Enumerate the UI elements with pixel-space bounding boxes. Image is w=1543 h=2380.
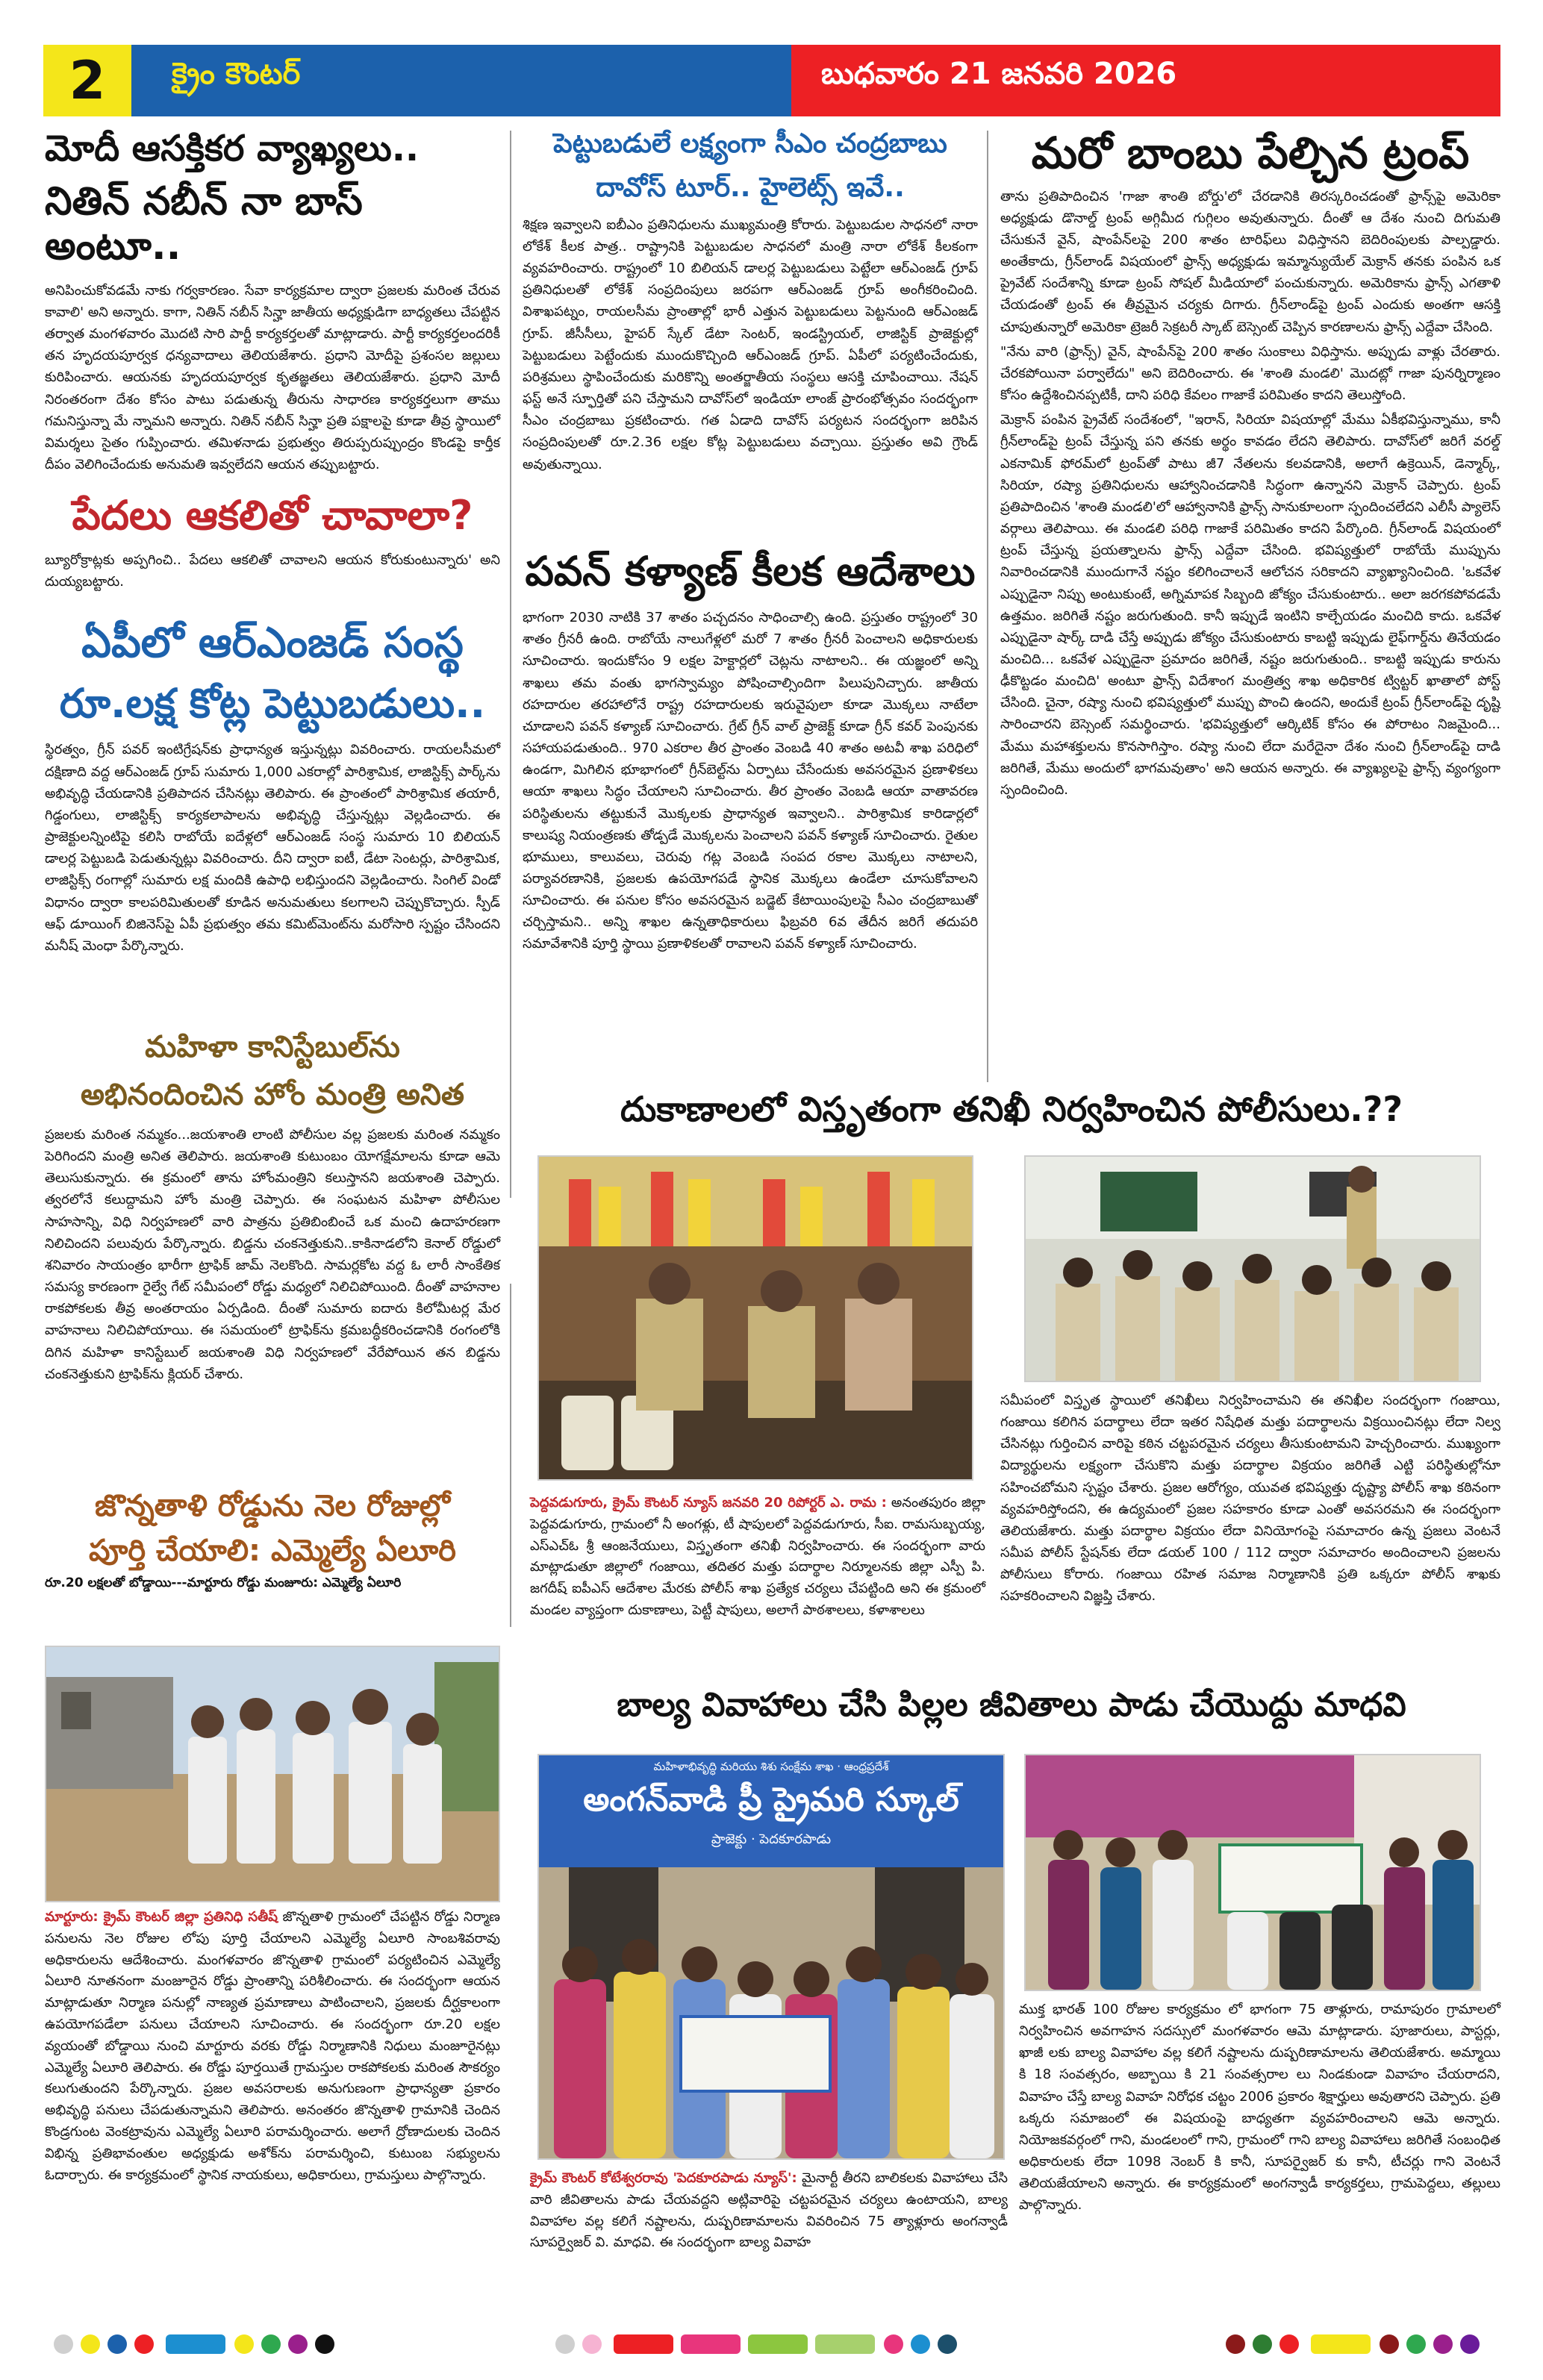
anganwadi-sign-project: ప్రాజెక్టు · పెదకూరపాడు <box>711 1831 832 1847</box>
constable-headline-2: అభినందించిన హోం మంత్రి అనిత <box>80 1078 465 1112</box>
issue-date: బుధవారం 21 జనవరి 2026 <box>821 57 1177 91</box>
footer-dot <box>107 2334 127 2354</box>
footer-dot <box>261 2334 281 2354</box>
police-shop-photo <box>537 1155 973 1481</box>
footer-dot <box>582 2334 602 2354</box>
constable-headline-1: మహిళా కానిస్టేబుల్‌ను <box>145 1030 400 1064</box>
footer-dot <box>911 2334 930 2354</box>
child-caption <box>530 2168 1008 2254</box>
footer-bar <box>1311 2334 1371 2354</box>
footer-dot <box>1279 2334 1299 2354</box>
police-shop-art <box>539 1157 972 1479</box>
police-body: సమీపంలో విస్తృత స్థాయిలో తనిఖీలు నిర్వహించామని ఈ తనిఖీల సందర్భంగా గంజాయి, గంజాయి కలిగిన పదార్థాలు లేదా ఇతర నిషేధిత మత్తు పదార్థాలను విక్రయించినట్లు లేదా నిల్వ చేసినట్లు గుర్తించిన వారిపై కఠిన చట్టపరమైన చర్యలు తీసుకుంటామని హెచ్చరించారు. ముఖ్యంగా విద్యార్థులను లక్ష్యంగా చేసుకొని మత్తు పదార్థాల విక్రయం జరిగితే ఎట్టి పరిస్థితుల్లోనూ సహించబోమని స్పష్టం చేశారు. ప్రజల ఆరోగ్యం, యువత భవిష్యత్తు దృష్ట్యా పోలీస్ శాఖ కఠినంగా వ్యవహరిస్తోందని, ఈ ఉద్యమంలో ప్రజల సహకారం కూడా ఎంతో అవసరమని ఈ సందర్భంగా తెలియజేశారు. మత్తు పదార్థాల విక్రయం లేదా వినియోగంపై సమాచారం ఉన్న ప్రజలు వెంటనే సమీప పోలీస్ స్టేషన్‌కు లేదా డయల్ 100 / 112 ద్వారా సమాచారం అందించాలని ప్రజలను పోలీసులు కోరారు. గంజాయి రహిత సమాజ నిర్మాణానికి ప్రతి ఒక్కరూ పోలీస్ శాఖకు సహకరించాలని విజ్ఞప్తి చేశారు. <box>1000 1393 1500 1605</box>
rnz-headline-1: ఏపీలో ఆర్ఎంజడ్ సంస్థ <box>81 619 464 667</box>
road-caption-lead: మార్టూరు: క్రైమ్ కౌంటర్ జిల్లా ప్రతినిధి సతీష్ <box>45 1909 278 1925</box>
road-article <box>45 1489 500 1593</box>
modi-article <box>45 128 500 475</box>
road-headline-2: పూర్తి చేయాలి: ఎమ్మెల్యే ఏలూరి <box>89 1534 456 1568</box>
column-rule-3 <box>510 1284 511 1627</box>
footer-dot <box>1226 2334 1245 2354</box>
page-number: 2 <box>43 45 131 116</box>
trump-headline: మరో బాంబు పేల్చిన ట్రంప్ <box>1031 128 1470 178</box>
pawan-body: భాగంగా 2030 నాటికి 37 శాతం పచ్చదనం సాధించాల్సి ఉంది. ప్రస్తుతం రాష్ట్రంలో 30 శాతం గ్రీనరీ ఉంది. రాబోయే నాలుగేళ్లలో మరో 7 శాతం గ్రీనరీ పెంచాలని అధికారులకు సూచించారు. ఇందుకోసం 9 లక్షల హెక్టార్లలో చెట్లను నాటాలని.. ఈ యజ్ఞంలో అన్ని శాఖలు తమ వంతు భాగస్వామ్యం పోషించాల్సిందిగా పిలుపునిచ్చారు. జాతీయ రహదారుల తరహాలోనే రాష్ట్ర రహదారులకు ఇరువైపులా కూడా మొక్కలు నాటేలా చూడాలని పవన్ కళ్యాణ్ సూచించారు. గ్రేట్ గ్రీన్ వాల్ ప్రాజెక్ట్ కూడా గ్రీన్ కవర్ పెంపునకు సహాయపడుతుంది.. 970 ఎకరాల తీర ప్రాంతం వెంబడి 40 శాతం అటవీ శాఖ పరిధిలో ఉండగా, మిగిలిన భూభాగంలో గ్రీన్‌బెల్ట్‌ను ఏర్పాటు చేసేందుకు అవసరమైన ప్రణాళికలు ఆయా శాఖలు సిద్ధం చేయాలని సూచించారు. తీర ప్రాంతం వెంబడి ఆయా వాతావరణ పరిస్థితులను తట్టుకునే మొక్కలకు ప్రాధాన్యత ఇవ్వాలని.. పారిశ్రామిక కారిడార్లలో కాలుష్య నియంత్రణకు తోడ్పడే మొక్కలను పెంచాలని పవన్ కళ్యాణ్ సూచించారు. రైతుల భూములు, కాలువలు, చెరువు గట్ల వెంబడి సంపద రకాల మొక్కలు నాటాలని, పర్యావరణానికి, ప్రజలకు ఉపయోగపడే స్థానిక మొక్కలు ఉండేలా చూసుకోవాలని సూచించారు. ఈ పనుల కోసం అవసరమైన బడ్జెట్ కేటాయింపులపై సీఎం చంద్రబాబుతో చర్చిస్తామని.. అన్ని శాఖల ఉన్నతాధికారులు ఫిబ్రవరి 6వ తేదీన జరిగే తదుపరి సమావేశానికి పూర్తి స్థాయి ప్రణాళికలతో రావాలని పవన్ కళ్యాణ్ సూచించారు. <box>523 610 978 952</box>
footer-dot <box>134 2334 154 2354</box>
anganwadi-sign-dept: మహిళాభివృద్ధి మరియు శిశు సంక్షేమ శాఖ · ఆంధ్రప్రదేశ్ <box>653 1760 889 1773</box>
modi-headline-1: మోదీ ఆసక్తికర వ్యాఖ్యలు.. <box>45 128 420 169</box>
anganwadi-photo <box>537 1754 1005 2160</box>
constable-article <box>45 1030 500 1385</box>
anganwadi-sign <box>539 1755 1003 1867</box>
road-caption-text: జొన్నతాళి గ్రామంలో చేపట్టిన రోడ్డు నిర్మాణ పనులను నెల రోజుల లోపు పూర్తి చేయాలని ఎమ్మెల్యే ఏలూరి సాంబశివరావు అధికారులను ఆదేశించారు. మంగళవారం జొన్నతాళి గ్రామంలో పర్యటించిన ఎమ్మెల్యే ఏలూరి నూతనంగా మంజూరైన రోడ్డు ప్రాంతాన్ని పరిశీలించారు. ఈ సందర్భంగా ఆయన మాట్లాడుతూ నిర్మాణ పనుల్లో నాణ్యత ప్రమాణాలు పాటించాలని, ప్రజలకు దీర్ఘకాలంగా ఉపయోగపడేలా పనులు చేయాలని సూచించారు. ఈ సందర్భంగా రూ.20 లక్షల వ్యయంతో బోడ్డాయి నుంచి మార్టూరు వరకు రోడ్డు నిర్మాణానికి నిధులు మంజూరైనట్లు ఎమ్మెల్యే ఏలూరి తెలిపారు. ఈ రోడ్డు పూర్తయితే గ్రామస్తుల రాకపోకలకు మరింత సౌకర్యం కలుగుతుందని పేర్కొన్నారు. ప్రజల అవసరాలకు అనుగుణంగా ప్రాధాన్యతా ప్రకారం అభివృద్ధి పనులు చేపడుతున్నామని తెలిపారు. అనంతరం జొన్నతాళి గ్రామానికి చెందిన కొండ్రగుంట వెంకట్రావును ఎమ్మెల్యే ఏలూరి పరామర్శించారు. అలాగే ద్రోణాదులకు చెందిన విభిన్న ప్రతిభావంతుల అధ్యక్షుడు అశోక్‌ను పరామర్శించి, కుటుంబ సభ్యులను ఓదార్చారు. ఈ కార్యక్రమంలో స్థానిక నాయకులు, అధికారులు, గ్రామస్తులు పాల్గొన్నారు. <box>45 1909 500 2183</box>
davos-body: శిక్షణ ఇవ్వాలని ఐబీఎం ప్రతినిధులను ముఖ్యమంత్రి కోరారు. పెట్టుబడుల సాధనలో నారా లోకేశ్ కీలక పాత్ర.. రాష్ట్రానికి పెట్టుబడుల సాధనలో మంత్రి నారా లోకేశ్ కీలకంగా వ్యవహరించారు. రాష్ట్రంలో 10 బిలియన్ డాలర్ల పెట్టుబడులు పెట్టేలా ఆర్ఎంజడ్ గ్రూప్ ప్రతినిధులతో లోకేశ్ సంప్రదింపులు జరపగా ఆర్ఎంజడ్ గ్రూప్ అంగీకరించింది. విశాఖపట్నం, రాయలసీమ ప్రాంతాల్లో భారీ ఎత్తున పెట్టుబడులు పెట్టనుంది ఆర్ఎంజడ్ గ్రూప్. జీసీసీలు, హైపర్ స్కేల్ డేటా సెంటర్, ఇండస్ట్రియల్, లాజిస్టిక్ ప్రాజెక్టుల్లో పెట్టుబడులు పెట్టేందుకు ముందుకొచ్చింది ఆర్ఎంజడ్ గ్రూప్. ఏపీలో పర్యటించేందుకు, పరిశ్రమలు స్థాపించేందుకు మరికొన్ని అంతర్జాతీయ సంస్థలు ఆసక్తి చూపించాయి. నేషన్ ఫస్ట్ అనే స్ఫూర్తితో పని చేస్తామని దావోస్‌లో ఇండియా లాంజ్ ప్రారంభోత్సవం సందర్భంగా సీఎం చంద్రబాబు ప్రకటించారు. గత ఏడాది దావోస్ పర్యటన సందర్భంగా జరిపిన సంప్రదింపులతో రూ.2.36 లక్షల కోట్ల పెట్టుబడులు వచ్చాయి. ప్రస్తుతం అవి గ్రౌండ్ అవుతున్నాయి. <box>523 216 978 472</box>
column-rule-1 <box>510 131 511 1198</box>
road-subline: రూ.20 లక్షలతో బోడ్డాయి---మార్టూరు రోడ్డు మంజూరు: ఎమ్మెల్యే ఏలూరి <box>45 1575 402 1590</box>
footer-dot <box>884 2334 903 2354</box>
poor-headline: పేదలు ఆకలితో చావాలా? <box>72 492 473 539</box>
footer-bar <box>748 2334 808 2354</box>
footer-dot <box>234 2334 254 2354</box>
footer-dot <box>555 2334 575 2354</box>
trump-body-3: మెక్రాన్ పంపిన ప్రైవేట్ సందేశంలో, "ఇరాన్, సిరియా విషయాల్లో మేము ఏకీభవిస్తున్నాము, కానీ గ్రీన్‌లాండ్‌పై ట్రంప్ చేస్తున్న పని తనకు అర్థం కావడం లేదని తెలిపారు. దావోస్‌లో జరిగే వరల్డ్ ఎకనామిక్ ఫోరమ్‌లో ట్రంప్‌తో పాటు జీ7 నేతలను కలవడానికి, అలాగే ఉక్రెయిన్, డెన్మార్క్, సిరియా, రష్యా ప్రతినిధులను ఆహ్వానించడానికి సిద్ధంగా ఉన్నానని మెక్రాన్ చెప్పారు. ట్రంప్ ప్రతిపాదించిన 'శాంతి మండలి'లో ఆహ్వానానికి ఫ్రాన్స్ సానుకూలంగా స్పందించలేదని ఎలీసీ ప్యాలెస్ వర్గాలు తెలిపాయి. ఈ మండలి పరిధి గాజాకే పరిమితం కాదని పేర్కొంది. గ్రీన్‌లాండ్ విషయంలో ట్రంప్ చేస్తున్న ప్రయత్నాలను ఫ్రాన్స్ ఎద్దేవా చేసింది. భవిష్యత్తులో రాబోయే ముప్పును నివారించడానికి ముందుగానే నష్టం కలిగించాలనే ఆలోచన సరికాదని వ్యాఖ్యానించింది. 'ఒకవేళ ఎప్పుడైనా నిప్పు అంటుకుంటే, అగ్నిమాపక సిబ్బంది జోక్యం చేసుకుంటారు.. అలా జరగకపోవడమే ఉత్తమం. జరిగితే నష్టం జరుగుతుంది. కానీ ఇప్పుడే ఇంటిని కాల్చేయడం మంచిది కాదు. ఒకవేళ ఎప్పుడైనా షార్క్ దాడి చేస్తే అప్పుడు జోక్యం చేసుకుంటారు కాబట్టి ఇప్పుడు లైఫ్‌గార్డ్‌ను తినేయడం మంచిది... ఒకవేళ ఎప్పుడైనా ప్రమాదం జరిగితే, నష్టం జరుగుతుంది.. కాబట్టి ఇప్పుడు కారును ఢీకొట్టడం మంచిది' అంటూ ఫ్రాన్స్ విదేశాంగ మంత్రిత్వ శాఖ అధికారిక ట్విట్టర్ ఖాతాలో పోస్ట్ చేసింది. చైనా, రష్యా నుంచి భవిష్యత్తులో ముప్పు పొంచి ఉందని, అందుకే ట్రంప్ గ్రీన్‌లాండ్‌పై దృష్టి సారించారని బెస్సెంట్ సమర్థించారు. 'భవిష్యత్తులో ఆర్కిటిక్ కోసం ఈ పోరాటం నిజమైంది... మేము మహాశక్తులను కొనసాగిస్తాం. రష్యా నుంచి లేదా మరేదైనా దేశం నుంచి గ్రీన్‌లాండ్‌పై దాడి జరిగితే, మేము అందులో భాగమవుతాం' అని ఆయన అన్నారు. ఈ వ్యాఖ్యలపై ఫ్రాన్స్ వ్యంగ్యంగా స్పందించింది. <box>1000 412 1500 798</box>
footer-dot <box>1380 2334 1399 2354</box>
road-caption <box>45 1907 500 2186</box>
awareness-photo <box>1024 1754 1481 1991</box>
trump-body-1: తాను ప్రతిపాదించిన 'గాజా శాంతి బోర్డు'లో చేరడానికి తిరస్కరించడంతో ఫ్రాన్స్‌పై అమెరికా అధ్యక్షుడు డొనాల్డ్ ట్రంప్ అగ్గిమీద గుగ్గిలం అవుతున్నారు. దీంతో ఆ దేశం నుంచి దిగుమతి చేసుకునే వైన్, షాంపేన్‌లపై 200 శాతం టారిఫ్‌లు విధిస్తానని బెదిరింపులకు పాల్పడ్డారు. అంతేకాదు, గ్రీన్‌లాండ్ విషయంలో ఫ్రాన్స్ అధ్యక్షుడు ఇమ్మాన్యుయేల్ మెక్రాన్ తనకు పంపిన ఒక ప్రైవేట్ సందేశాన్ని కూడా ట్రంప్ సోషల్ మీడియాలో పంచుకున్నారు. అమెరికాను ఫ్రాన్స్ ఎగతాళి చేయడంతో ట్రంప్ ఈ తీవ్రమైన చర్యకు దిగారు. గ్రీన్‌లాండ్‌పై ట్రంప్ ఎందుకు అంతగా ఆసక్తి చూపుతున్నారో అమెరికా ట్రెజరీ సెక్రటరీ స్కాట్ బెస్సెంట్ చెప్పిన కారణాలను ఫ్రాన్స్ ఎద్దేవా చేసింది. <box>1000 188 1500 335</box>
police-class-art <box>1026 1157 1480 1381</box>
police-caption <box>530 1493 985 1622</box>
anganwadi-sign-title: అంగన్‌వాడి ప్రీ ప్రైమరి స్కూల్ <box>583 1781 959 1819</box>
footer-dot <box>938 2334 957 2354</box>
rnz-headline-2: రూ.లక్ష కోట్ల పెట్టుబడులు.. <box>59 680 486 728</box>
footer-bar <box>614 2334 673 2354</box>
poor-body: బ్యూరోక్రాట్లకు అప్పగించి.. పేదలు ఆకలితో చావాలని ఆయన కోరుకుంటున్నారు' అని దుయ్యబట్టారు. <box>45 552 500 590</box>
constable-body: ప్రజలకు మరింత నమ్మకం...జయశాంతి లాంటి పోలీసుల వల్ల ప్రజలకు మరింత నమ్మకం పెరిగిందని మంత్రి అనిత తెలిపారు. జయశాంతి కుటుంబం యోగక్షేమాలను కూడా ఆమె తెలుసుకున్నారు. ఈ క్రమంలో తాను హోంమంత్రిని కలుస్తానని జయశాంతి చెప్పారు. త్వరలోనే కలుద్దామని హోం మంత్రి చెప్పారు. ఈ సంఘటన మహిళా పోలీసుల సాహసాన్ని, విధి నిర్వహణలో వారి పాత్రను ప్రతిబింబించే ఒక మంచి ఉదాహరణగా నిలిచిందని పలువురు పేర్కొన్నారు. బిడ్డను చంకనెత్తుకుని..కాకినాడలోని కెనాల్ రోడ్డులో శనివారం సాయంత్రం భారీగా ట్రాఫిక్ జామ్ నెలకొంది. సామర్లకోట వద్ద ఓ లారీ సాంకేతిక సమస్య కారణంగా రైల్వే గేట్ సమీపంలో రోడ్డు మధ్యలో నిలిచిపోయింది. దీంతో వాహనాల రాకపోకలకు తీవ్ర అంతరాయం ఏర్పడింది. దీంతో సుమారు ఐదారు కిలోమీటర్ల మేర వాహనాలు నిలిచిపోయాయి. ఈ సమయంలో ట్రాఫిక్‌ను క్రమబద్ధీకరించడానికి రంగంలోకి దిగిన మహిళా కానిస్టేబుల్ జయశాంతి విధి నిర్వహణలో వేరేపోయిన తన బిడ్డను చంకనెత్తుకుని ట్రాఫిక్‌ను క్లియర్ చేశారు. <box>45 1127 500 1382</box>
footer-bar <box>815 2334 875 2354</box>
pawan-headline: పవన్ కళ్యాణ్ కీలక ఆదేశాలు <box>525 548 976 595</box>
footer-dot <box>81 2334 100 2354</box>
footer-bar <box>681 2334 741 2354</box>
rnz-body: స్థిరత్వం, గ్రీన్ పవర్ ఇంటిగ్రేషన్‌కు ప్రాధాన్యత ఇస్తున్నట్లు వివరించారు. రాయలసీమలో దక్షిణాది వద్ద ఆర్ఎంజడ్ గ్రూప్ సుమారు 1,000 ఎకరాల్లో పారిశ్రామిక, లాజిస్టిక్స్ పార్క్‌ను అభివృద్ధి చేయడానికి ప్రతిపాదన చేసినట్లు తెలిపారు. ఈ ప్రాంతంలో పారిశ్రామిక తయారీ, గిడ్డంగులు, లాజిస్టిక్స్ కార్యకలాపాలను అభివృద్ధి చేస్తున్నట్లు వెల్లడించారు. ఈ ప్రాజెక్టులన్నింటిపై కలిసి రాబోయే ఐదేళ్లలో ఆర్ఎంజడ్ సంస్థ సుమారు 10 బిలియన్ డాలర్ల పెట్టుబడి పెడుతున్నట్లు వివరించారు. దీని ద్వారా ఐటీ, డేటా సెంటర్లు, పారిశ్రామిక, లాజిస్టిక్స్ రంగాల్లో సుమారు లక్ష మందికి ఉపాధి లభిస్తుందని వెల్లడించారు. సింగిల్ విండో విధానం ద్వారా కాలపరిమితులతో కూడిన అనుమతులు కలగాలని చెప్పుకొచ్చారు. స్పీడ్ ఆఫ్ డూయింగ్ బిజినెస్‌పై ఏపీ ప్రభుత్వం తమ కమిట్‌మెంట్‌ను మరోసారి స్పష్టం చేసిందని మనీష్ మెంధా పేర్కొన్నారు. <box>45 742 500 954</box>
police-class-photo <box>1024 1155 1481 1382</box>
column-rule-2 <box>987 131 988 1082</box>
anganwadi-photo-art <box>539 1867 1003 2158</box>
road-photo-art <box>46 1647 499 1901</box>
footer-dot <box>1460 2334 1480 2354</box>
footer-bar <box>166 2334 225 2354</box>
footer-dot <box>1406 2334 1426 2354</box>
davos-headline-2: దావోస్ టూర్.. హైలెట్స్ ఇవే.. <box>596 172 905 204</box>
modi-body: అనిపించుకోవడమే నాకు గర్వకారణం. సేవా కార్యక్రమాల ద్వారా ప్రజలకు మరింత చేరువ కావాలి' అని అన్నారు. కాగా, నితిన్ నబీన్ సిన్హా జాతీయ అధ్యక్షుడిగా బాధ్యతలు చేపట్టిన తర్వాత మంగళవారం మొదటి సారి పార్టీ కార్యకర్తలతో మాట్లాడారు. పార్టీ కార్యకర్తలందరికీ తన హృదయపూర్వక ధన్యవాదాలు తెలియజేశారు. ప్రధాని మోదీపై ప్రశంసల జల్లులు కురిపించారు. ఆయనకు హృదయపూర్వక కృతజ్ఞతలు తెలియజేశారు. ప్రధాని మోదీ నిరంతరంగా దేశం కోసం పాటు పడుతున్న తీరును సాధారణ కార్యకర్తలుగా తాము గమనిస్తున్నా మే న్నామని అన్నారు. నితిన్ నబీన్ సిన్హా ప్రతి పక్షాలపై కూడా తీవ్ర స్థాయిలో విమర్శలు సైతం గుప్పించారు. తమిళనాడు ప్రభుత్వం తిరుప్పరుప్పుంద్రం కొండపై కార్తీక దీపం వెలిగించేందుకు అనుమతి ఇవ్వలేదని ఆయన తప్పుబట్టారు. <box>45 282 500 473</box>
child-headline: బాల్య వివాహాలు చేసి పిల్లల జీవితాలు పాడు చేయొద్దు మాధవి <box>617 1686 1406 1724</box>
footer-dot <box>54 2334 73 2354</box>
rnz-article <box>45 619 500 957</box>
footer-dot <box>288 2334 308 2354</box>
footer-dot <box>1433 2334 1453 2354</box>
footer-dot <box>1253 2334 1272 2354</box>
trump-body-2: "నేను వారి (ఫ్రాన్స్) వైన్, షాంపేన్‌పై 200 శాతం సుంకాలు విధిస్తాను. అప్పుడు వాళ్లు చేరతారు. చేరకపోయినా పర్వాలేదు" అని బెదిరించారు. ఈ 'శాంతి మండలి' మొదట్లో గాజా పునర్నిర్మాణం కోసం ఉద్దేశించినప్పటికీ, దాని పరిధి కేవలం గాజాకే పరిమితం కాదని తెలుస్తోంది. <box>1000 343 1500 404</box>
paper-name: క్రైం కౌంటర్ <box>172 57 301 91</box>
poor-article <box>45 493 500 593</box>
footer-dot <box>315 2334 334 2354</box>
davos-article <box>523 128 978 475</box>
road-photo <box>45 1646 500 1902</box>
modi-headline-2: నితిన్ నబీన్ నా బాస్ అంటూ.. <box>45 179 363 269</box>
police-caption-lead: పెద్దవడుగూరు, క్రైమ్ కౌంటర్ న్యూస్ జనవరి 20 రిపోర్టర్ ఎ. రామ : <box>530 1495 887 1511</box>
child-caption-lead: క్రైమ్ కౌంటర్ కోటేశ్వరరావు 'పెదకూరపాడు న్యూస్': <box>530 2170 797 2186</box>
road-headline-1: జొన్నతాళి రోడ్డును నెల రోజుల్లో <box>95 1489 450 1523</box>
child-caption-text: మైనార్టీ తీరని బాలికలకు వివాహాలు చేసి వారి జీవితాలను పాడు చేయవద్దని అట్లివారిపై చట్టపరమైన చర్యలు ఉంటాయని, బాల్య వివాహాల వల్ల కలిగే నష్టాలను, దుష్పరిణామాలను వివరించిన 75 త్యాళ్లూరు అంగన్వాడీ సూపర్వైజర్ వి. మాధవి. ఈ సందర్భంగా బాల్య వివాహ <box>530 2170 1009 2251</box>
davos-headline-1: పెట్టుబడులే లక్ష్యంగా సీఎం చంద్రబాబు <box>553 128 947 159</box>
pawan-article <box>523 549 978 955</box>
awareness-photo-art <box>1026 1755 1480 1990</box>
police-caption-text: అనంతపురం జిల్లా పెద్దవడుగూరు, గ్రామంలో నీ అంగళ్లు, టీ షాపులలో పెద్దవడుగూరు, సీఐ. రామసుబ్బయ్య, ఎస్ఎచ్ఓ శ్రీ ఆంజనేయులు, విస్తృతంగా తనిఖీ నిర్వహించారు. ఈ సందర్భంగా వారు మాట్లాడుతూ జిల్లాలో గంజాయి, తదితర మత్తు పదార్థాల నిర్మూలనకు జిల్లా ఎస్పీ పి. జగదీష్ ఐపీఎస్ ఆదేశాల మేరకు పోలీస్ శాఖ ప్రత్యేక చర్యలు చేపట్టింది అని ఈ క్రమంలో మండల వ్యాప్తంగా దుకాణాలు, పెట్టీ షాపులు, అలాగే పాఠశాలలు, కళాశాలలు <box>530 1495 985 1618</box>
child-body: ముక్త భారత్ 100 రోజుల కార్యక్రమం లో భాగంగా 75 తాళ్లూరు, రామాపురం గ్రామాలలో నిర్వహించిన అవగాహన సదస్సులో మంగళవారం ఆమె మాట్లాడారు. పూజారులు, పాస్టర్లు, ఖాజీ లకు బాల్య వివాహాల వల్ల కలిగే నష్టాలను దుష్పరిణామాలను తెలియజేశారు. అమ్మాయి కి 18 సంవత్సరం, అబ్బాయి కి 21 సంవత్సరాల లు నిండకుండా వివాహం చేయరాదని, వివాహం చేస్తే బాల్య వివాహ నిరోధక చట్టం 2006 ప్రకారం శిక్షార్హులు అవుతారని చెప్పారు. ప్రతి ఒక్కరు సమాజంలో ఈ విషయంపై బాధ్యతగా వ్యవహరించాలని ఆమె అన్నారు. నియోజకవర్గంలో గాని, మండలంలో గాని, గ్రామంలో గాని బాల్య వివాహాలు జరిగితే సంబంధిత అధికారులకు లేదా 1098 నెంబర్ కి కానీ, సూపర్వైజర్ కు కానీ, టీచర్లు గాని వెంటనే తెలియజేయాలని అన్నారు. ఈ కార్యక్రమంలో అంగన్వాడీ కార్యకర్తలు, గ్రామపెద్దలు, తల్లులు పాల్గొన్నారు. <box>1019 2002 1500 2214</box>
police-headline: దుకాణాలలో విస్తృతంగా తనిఖీ నిర్వహించిన పోలీసులు.?? <box>620 1089 1403 1129</box>
trump-article <box>1000 128 1500 801</box>
